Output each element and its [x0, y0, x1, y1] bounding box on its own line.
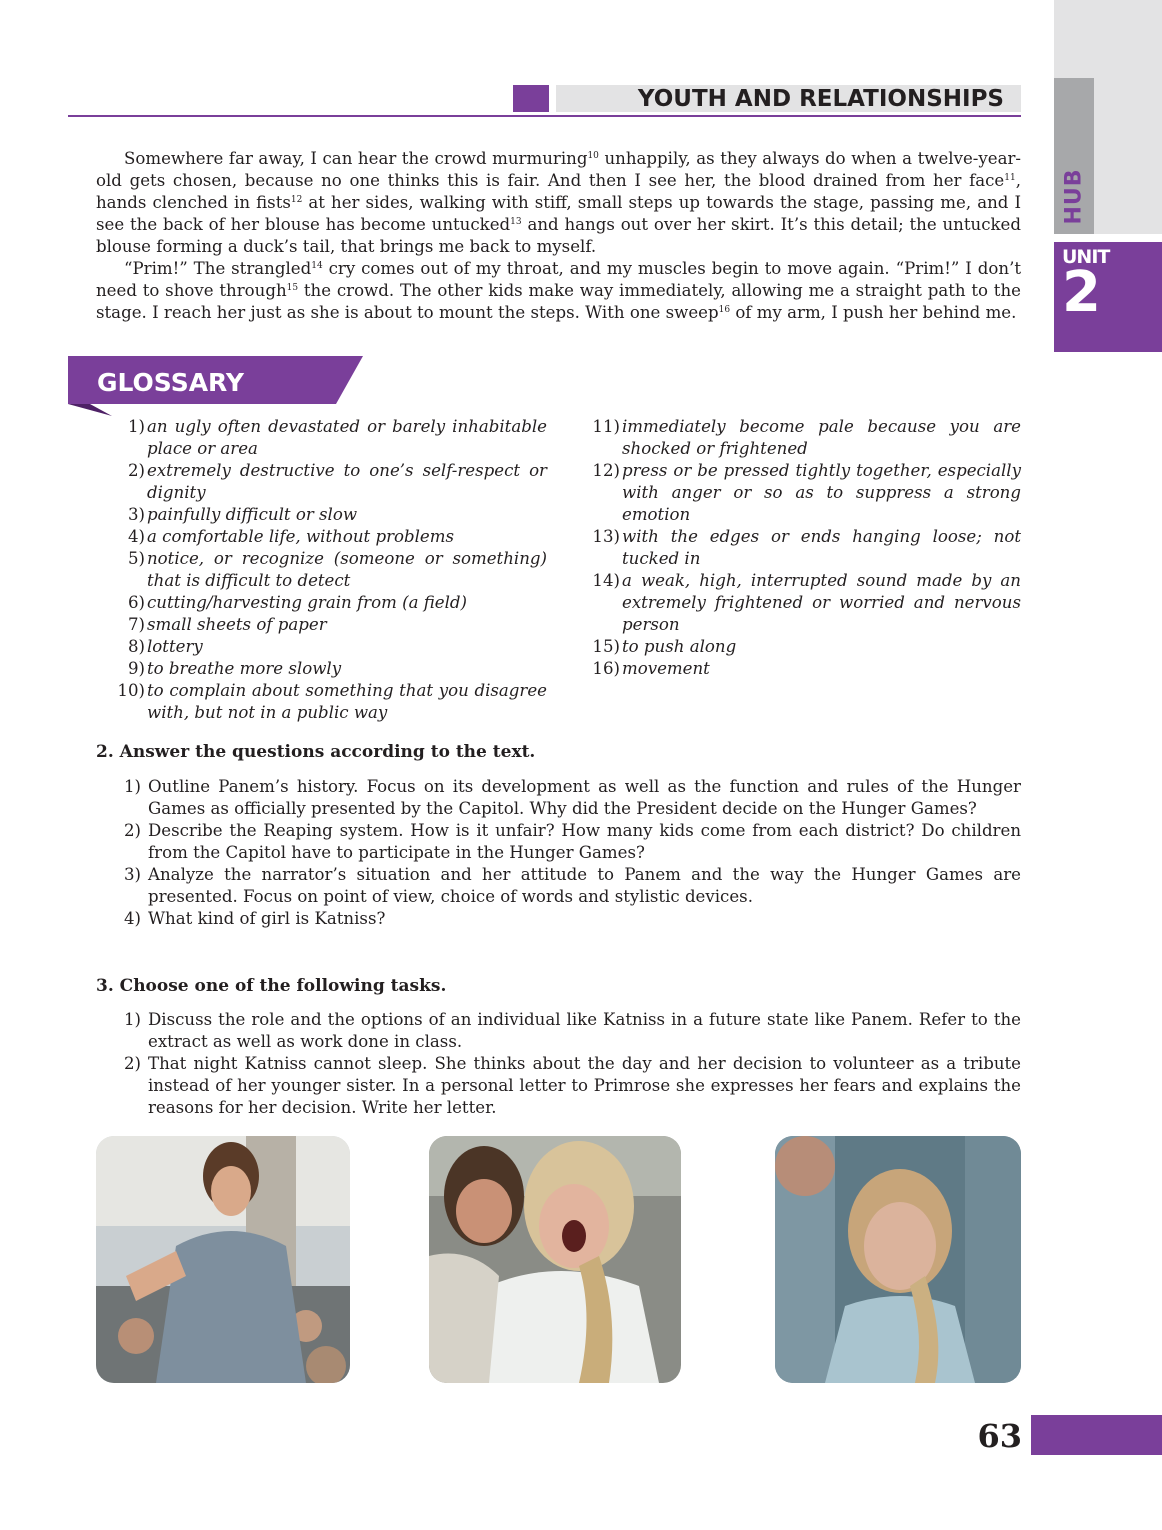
hub-label [1054, 160, 1094, 232]
footnote-marker: 15 [286, 283, 299, 293]
unit-number: 2 [1062, 260, 1101, 325]
section-title: YOUTH AND RELATIONSHIPS [637, 86, 1004, 112]
glossary-item: 2) extremely destructive to one’s self-respect or dignity [127, 461, 547, 502]
hub-label-text: HUB [1061, 167, 1087, 225]
glossary-item: 12) press or be pressed tightly together, especially with anger or so as to suppress a strong emotion [592, 461, 1021, 524]
story-text [96, 148, 1021, 324]
glossary-item: 9) to breathe more slowly [127, 659, 342, 678]
glossary-item: 1) an ugly often devastated or barely inhabitable place or area [127, 417, 547, 458]
footnote-marker: 11 [1004, 173, 1016, 183]
footnote-marker: 14 [311, 261, 323, 271]
glossary-item: 5) notice, or recognize (someone or something) that is difficult to detect [127, 549, 547, 590]
story-paragraph-1: Somewhere far away, I can hear the crowd murmuring$^{10}$ unhappily, as they always do when a twelve-year-old gets chosen, because no one thinks this is fair. And then I see her, the blood drained from her face$^{11}$, hands clenched in fists$^{12}$ at her sides, walking with stiff, small steps up towards the stage, passing me, and I see the back of her blouse has become untucked$^{13}$ and hangs out over her skirt. It’s this detail; the untucked blouse forming a duck’s tail, that brings me back to myself. [96, 149, 1022, 256]
glossary-item: 16) movement [592, 659, 710, 678]
photo-katniss-and-prim [429, 1136, 681, 1383]
footnote-marker: 10 [587, 151, 599, 161]
glossary-list-left [113, 416, 547, 724]
glossary-item: 6) cutting/harvesting grain from (a field) [127, 593, 468, 612]
task-3-heading: 3. Choose one of the following tasks. [96, 976, 447, 996]
task-item: 2) That night Katniss cannot sleep. She thinks about the day and her decision to volunteer as a tribute instead of her younger sister. In a personal letter to Primrose she expresses her fears and explains the reasons for her decision. Write her letter. [124, 1054, 1021, 1117]
footnote-marker: 12 [290, 195, 303, 205]
task-2-heading: 2. Answer the questions according to the text. [96, 742, 536, 762]
page-number: 63 [977, 1417, 1022, 1455]
task-3-list [124, 1009, 1021, 1119]
header-square [513, 85, 549, 112]
unit-label: UNIT [1062, 246, 1110, 268]
footnote-marker: 13 [510, 217, 522, 227]
glossary-item: 3) painfully difficult or slow [127, 505, 358, 524]
photo-katniss [96, 1136, 350, 1383]
task-item: 1) Discuss the role and the options of an individual like Katniss in a future state like Panem. Refer to the extract as well as work done in class. [124, 1010, 1021, 1051]
glossary-item: 8) lottery [127, 637, 203, 656]
footnote-marker: 16 [718, 305, 731, 315]
task-item: 2) Describe the Reaping system. How is it unfair? How many kids come from each district? Do children from the Capitol have to participate in the Hunger Games? [124, 821, 1021, 862]
task-item: 4) What kind of girl is Katniss? [124, 909, 386, 928]
glossary-item: 11) immediately become pale because you are shocked or frightened [592, 417, 1021, 458]
photo-prim [775, 1136, 1021, 1383]
page-number-bar [1031, 1415, 1162, 1455]
glossary-item: 4) a comfortable life, without problems [127, 527, 454, 546]
task-item: 1) Outline Panem’s history. Focus on its development as well as the function and rules of the Hunger Games as officially presented by the Capitol. Why did the President decide on the Hunger Games? [124, 777, 1021, 818]
glossary-title: GLOSSARY [97, 368, 245, 397]
glossary-item: 10) to complain about something that you disagree with, but not in a public way [117, 681, 547, 722]
glossary-item: 7) small sheets of paper [127, 615, 327, 634]
glossary-item: 15) to push along [592, 637, 737, 656]
story-paragraph-2: “Prim!” The strangled$^{14}$ cry comes out of my throat, and my muscles begin to move again. “Prim!” I don’t need to shove through$^{15}$ the crowd. The other kids make way immediately, allowing me a straight path to the stage. I reach her just as she is about to mount the steps. With one sweep$^{16}$ of my arm, I push her behind me. [96, 259, 1022, 322]
glossary-item: 14) a weak, high, interrupted sound made by an extremely frightened or worried and nervous person [592, 571, 1021, 634]
glossary-list-right [588, 416, 1021, 680]
header-rule [68, 115, 1021, 117]
task-item: 3) Analyze the narrator’s situation and her attitude to Panem and the way the Hunger Games are presented. Focus on point of view, choice of words and stylistic devices. [124, 865, 1021, 906]
task-2-list [124, 776, 1021, 930]
glossary-item: 13) with the edges or ends hanging loose; not tucked in [592, 527, 1021, 568]
